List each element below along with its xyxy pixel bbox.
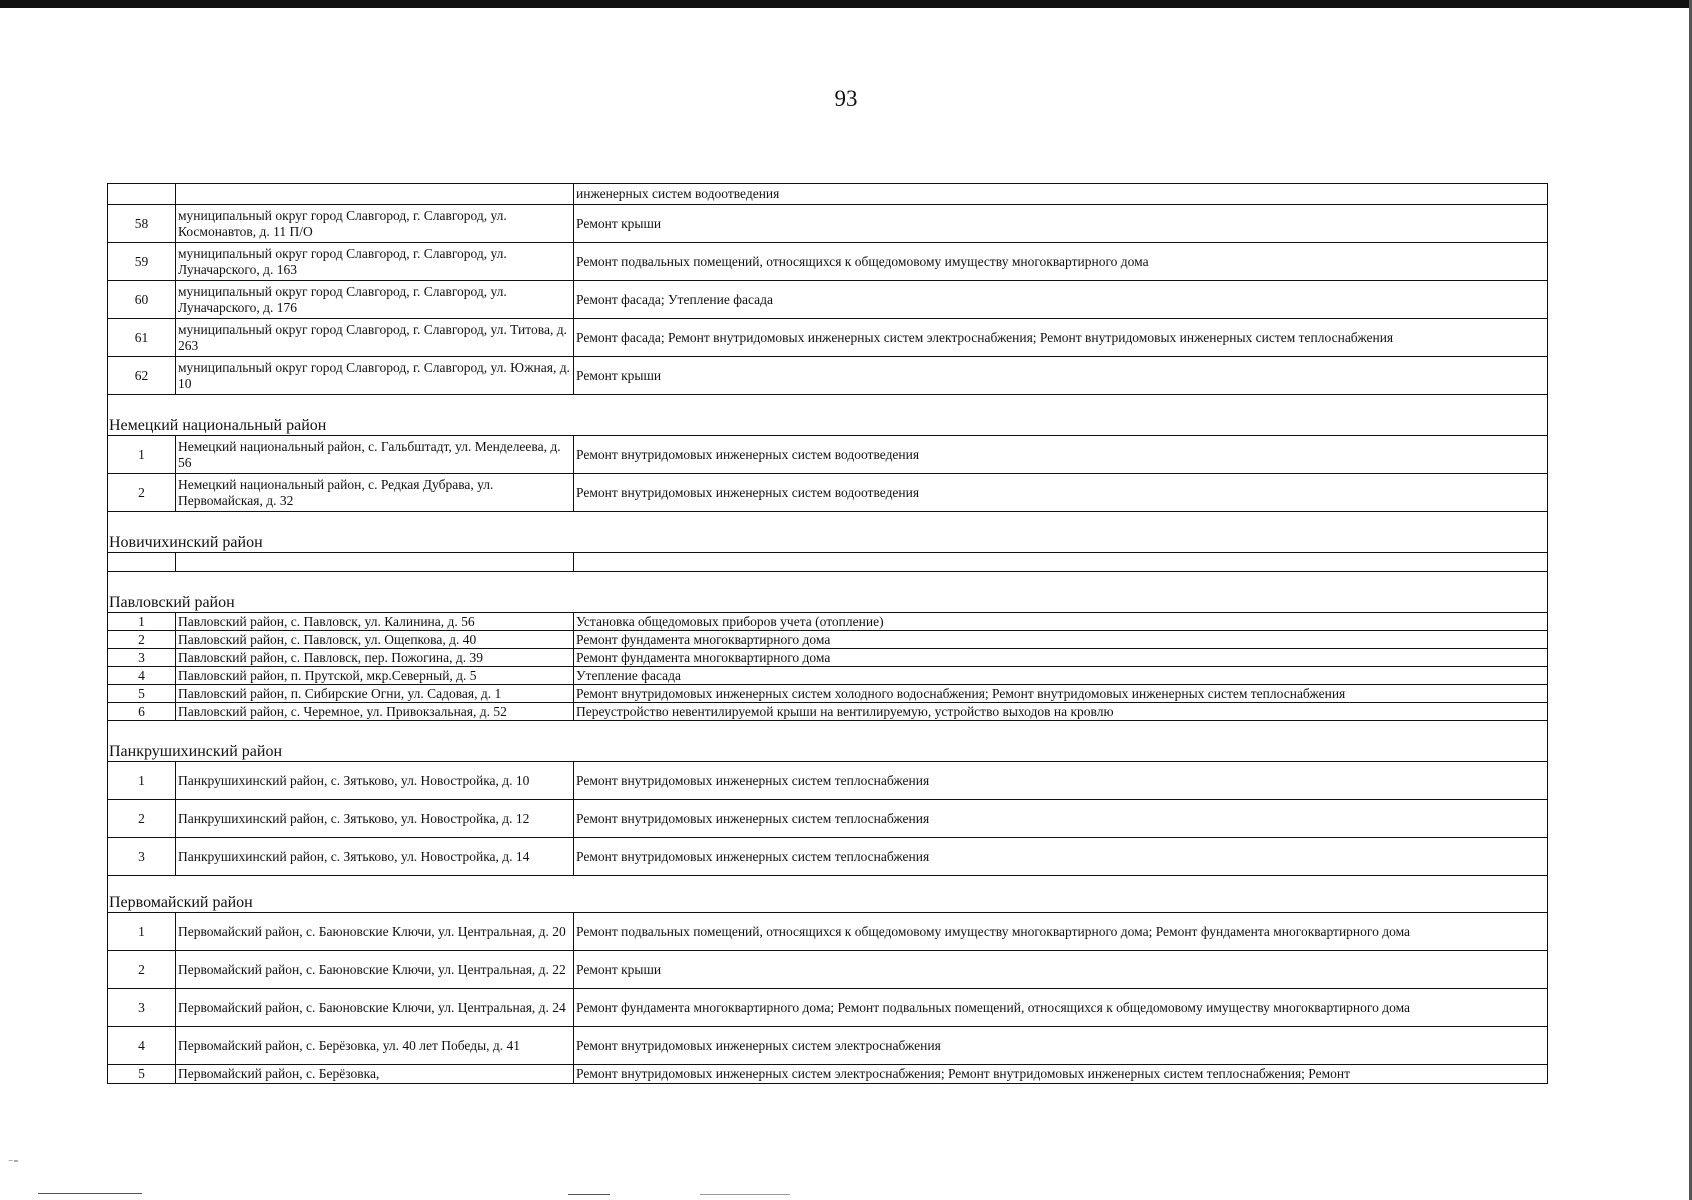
row-works: Утепление фасада [574,667,1548,685]
row-number: 4 [108,667,176,685]
table-row [108,685,1548,703]
section-title-pavlovsky: Павловский район [107,572,1548,612]
table-row [108,243,1548,281]
row-works: Ремонт фундамента многоквартирного дома; Ремонт подвальных помещений, относящихся к общедомовому имуществу многоквартирного дома [574,989,1548,1027]
table-row [108,703,1548,721]
row-address [176,553,574,572]
table-row [108,913,1548,951]
row-address: Панкрушихинский район, с. Зятьково, ул. Новостройка, д. 12 [176,800,574,838]
row-works [574,553,1548,572]
table-row [108,838,1548,876]
row-number: 3 [108,649,176,667]
row-address: Павловский район, с. Черемное, ул. Привокзальная, д. 52 [176,703,574,721]
row-number: 3 [108,989,176,1027]
row-address: Павловский район, п. Сибирские Огни, ул. Садовая, д. 1 [176,685,574,703]
row-works: Ремонт подвальных помещений, относящихся к общедомовому имуществу многоквартирного дома [574,243,1548,281]
row-number: 5 [108,1065,176,1084]
table-row [108,800,1548,838]
row-address: Павловский район, с. Павловск, ул. Калинина, д. 56 [176,613,574,631]
row-number: 2 [108,951,176,989]
table-row [108,281,1548,319]
table-row [108,1027,1548,1065]
row-number: 3 [108,838,176,876]
row-address: муниципальный округ город Славгород, г. Славгород, ул. Титова, д. 263 [176,319,574,357]
table-row [108,631,1548,649]
row-works: Ремонт крыши [574,357,1548,395]
row-address: муниципальный округ город Славгород, г. Славгород, ул. Космонавтов, д. 11 П/О [176,205,574,243]
section-title-pervomaisky: Первомайский район [107,876,1548,912]
row-number: 5 [108,685,176,703]
row-works: Ремонт внутридомовых инженерных систем теплоснабжения [574,762,1548,800]
row-address: Панкрушихинский район, с. Зятьково, ул. Новостройка, д. 10 [176,762,574,800]
row-number: 4 [108,1027,176,1065]
row-address: муниципальный округ город Славгород, г. Славгород, ул. Луначарского, д. 163 [176,243,574,281]
section-table-pervomaisky [107,912,1548,1084]
table-row [108,613,1548,631]
row-works: Ремонт фундамента многоквартирного дома [574,631,1548,649]
table-row [108,205,1548,243]
table-row [108,319,1548,357]
works-register [107,183,1548,1084]
row-number [108,184,176,205]
row-address: Немецкий национальный район, с. Гальбштадт, ул. Менделеева, д. 56 [176,436,574,474]
row-works: Переустройство невентилируемой крыши на вентилируемую, устройство выходов на кровлю [574,703,1548,721]
row-works: Ремонт подвальных помещений, относящихся к общедомовому имуществу многоквартирного дома; Ремонт фундамента многоквартирного дома [574,913,1548,951]
row-number: 1 [108,913,176,951]
table-row [108,667,1548,685]
row-works: Ремонт внутридомовых инженерных систем теплоснабжения [574,838,1548,876]
section-table-slavgorod [107,183,1548,395]
row-works: Ремонт внутридомовых инженерных систем теплоснабжения [574,800,1548,838]
row-works: инженерных систем водоотведения [574,184,1548,205]
row-works: Ремонт фасада; Утепление фасада [574,281,1548,319]
page-number: 93 [834,86,858,111]
section-table-novichikhinsky [107,552,1548,572]
scan-artifact-line [700,1194,790,1195]
row-address: Павловский район, с. Павловск, пер. Пожогина, д. 39 [176,649,574,667]
table-row [108,649,1548,667]
row-number [108,553,176,572]
table-row [108,989,1548,1027]
row-address: Первомайский район, с. Баюновские Ключи, ул. Центральная, д. 24 [176,989,574,1027]
table-row [108,357,1548,395]
scan-artifact-line [568,1194,610,1195]
row-address: Павловский район, п. Прутской, мкр.Северный, д. 5 [176,667,574,685]
row-number: 58 [108,205,176,243]
row-address: муниципальный округ город Славгород, г. Славгород, ул. Южная, д. 10 [176,357,574,395]
row-number: 1 [108,762,176,800]
row-works: Ремонт внутридомовых инженерных систем холодного водоснабжения; Ремонт внутридомовых инженерных систем теплоснабжения [574,685,1548,703]
section-table-pavlovsky [107,612,1548,721]
table-row [108,436,1548,474]
table-row-empty [108,553,1548,572]
section-title-pankrushikhinsky: Панкрушихинский район [107,721,1548,761]
section-table-pankrushikhinsky [107,761,1548,876]
table-row [108,951,1548,989]
row-works: Ремонт внутридомовых инженерных систем электроснабжения [574,1027,1548,1065]
row-number: 2 [108,800,176,838]
table-row [108,184,1548,205]
row-number: 6 [108,703,176,721]
table-row [108,762,1548,800]
row-works: Ремонт крыши [574,205,1548,243]
row-number: 59 [108,243,176,281]
row-number: 1 [108,613,176,631]
row-address: Первомайский район, с. Баюновские Ключи, ул. Центральная, д. 20 [176,913,574,951]
row-number: 60 [108,281,176,319]
row-address [176,184,574,205]
row-number: 2 [108,474,176,512]
row-works: Установка общедомовых приборов учета (отопление) [574,613,1548,631]
section-table-nemetsky [107,435,1548,512]
row-address: Первомайский район, с. Баюновские Ключи, ул. Центральная, д. 22 [176,951,574,989]
row-number: 62 [108,357,176,395]
row-works: Ремонт внутридомовых инженерных систем водоотведения [574,474,1548,512]
section-title-nemetsky: Немецкий национальный район [107,395,1548,435]
row-number: 61 [108,319,176,357]
row-address: Панкрушихинский район, с. Зятьково, ул. Новостройка, д. 14 [176,838,574,876]
row-works: Ремонт фасада; Ремонт внутридомовых инженерных систем электроснабжения; Ремонт внутридомовых инженерных систем теплоснабжения [574,319,1548,357]
table-row [108,474,1548,512]
row-address: Немецкий национальный район, с. Редкая Дубрава, ул. Первомайская, д. 32 [176,474,574,512]
table-row [108,1065,1548,1084]
row-number: 1 [108,436,176,474]
row-address: Первомайский район, с. Берёзовка, [176,1065,574,1084]
row-works: Ремонт внутридомовых инженерных систем электроснабжения; Ремонт внутридомовых инженерных систем теплоснабжения; Ремонт [574,1065,1548,1084]
scan-artifact-line [38,1193,142,1194]
scan-top-border [0,0,1692,8]
row-works: Ремонт внутридомовых инженерных систем водоотведения [574,436,1548,474]
row-address: Павловский район, с. Павловск, ул. Ощепкова, д. 40 [176,631,574,649]
scan-speck: ⁻⁼ [8,1158,19,1169]
row-works: Ремонт крыши [574,951,1548,989]
row-works: Ремонт фундамента многоквартирного дома [574,649,1548,667]
row-number: 2 [108,631,176,649]
row-address: Первомайский район, с. Берёзовка, ул. 40 лет Победы, д. 41 [176,1027,574,1065]
row-address: муниципальный округ город Славгород, г. Славгород, ул. Луначарского, д. 176 [176,281,574,319]
section-title-novichikhinsky: Новичихинский район [107,512,1548,552]
